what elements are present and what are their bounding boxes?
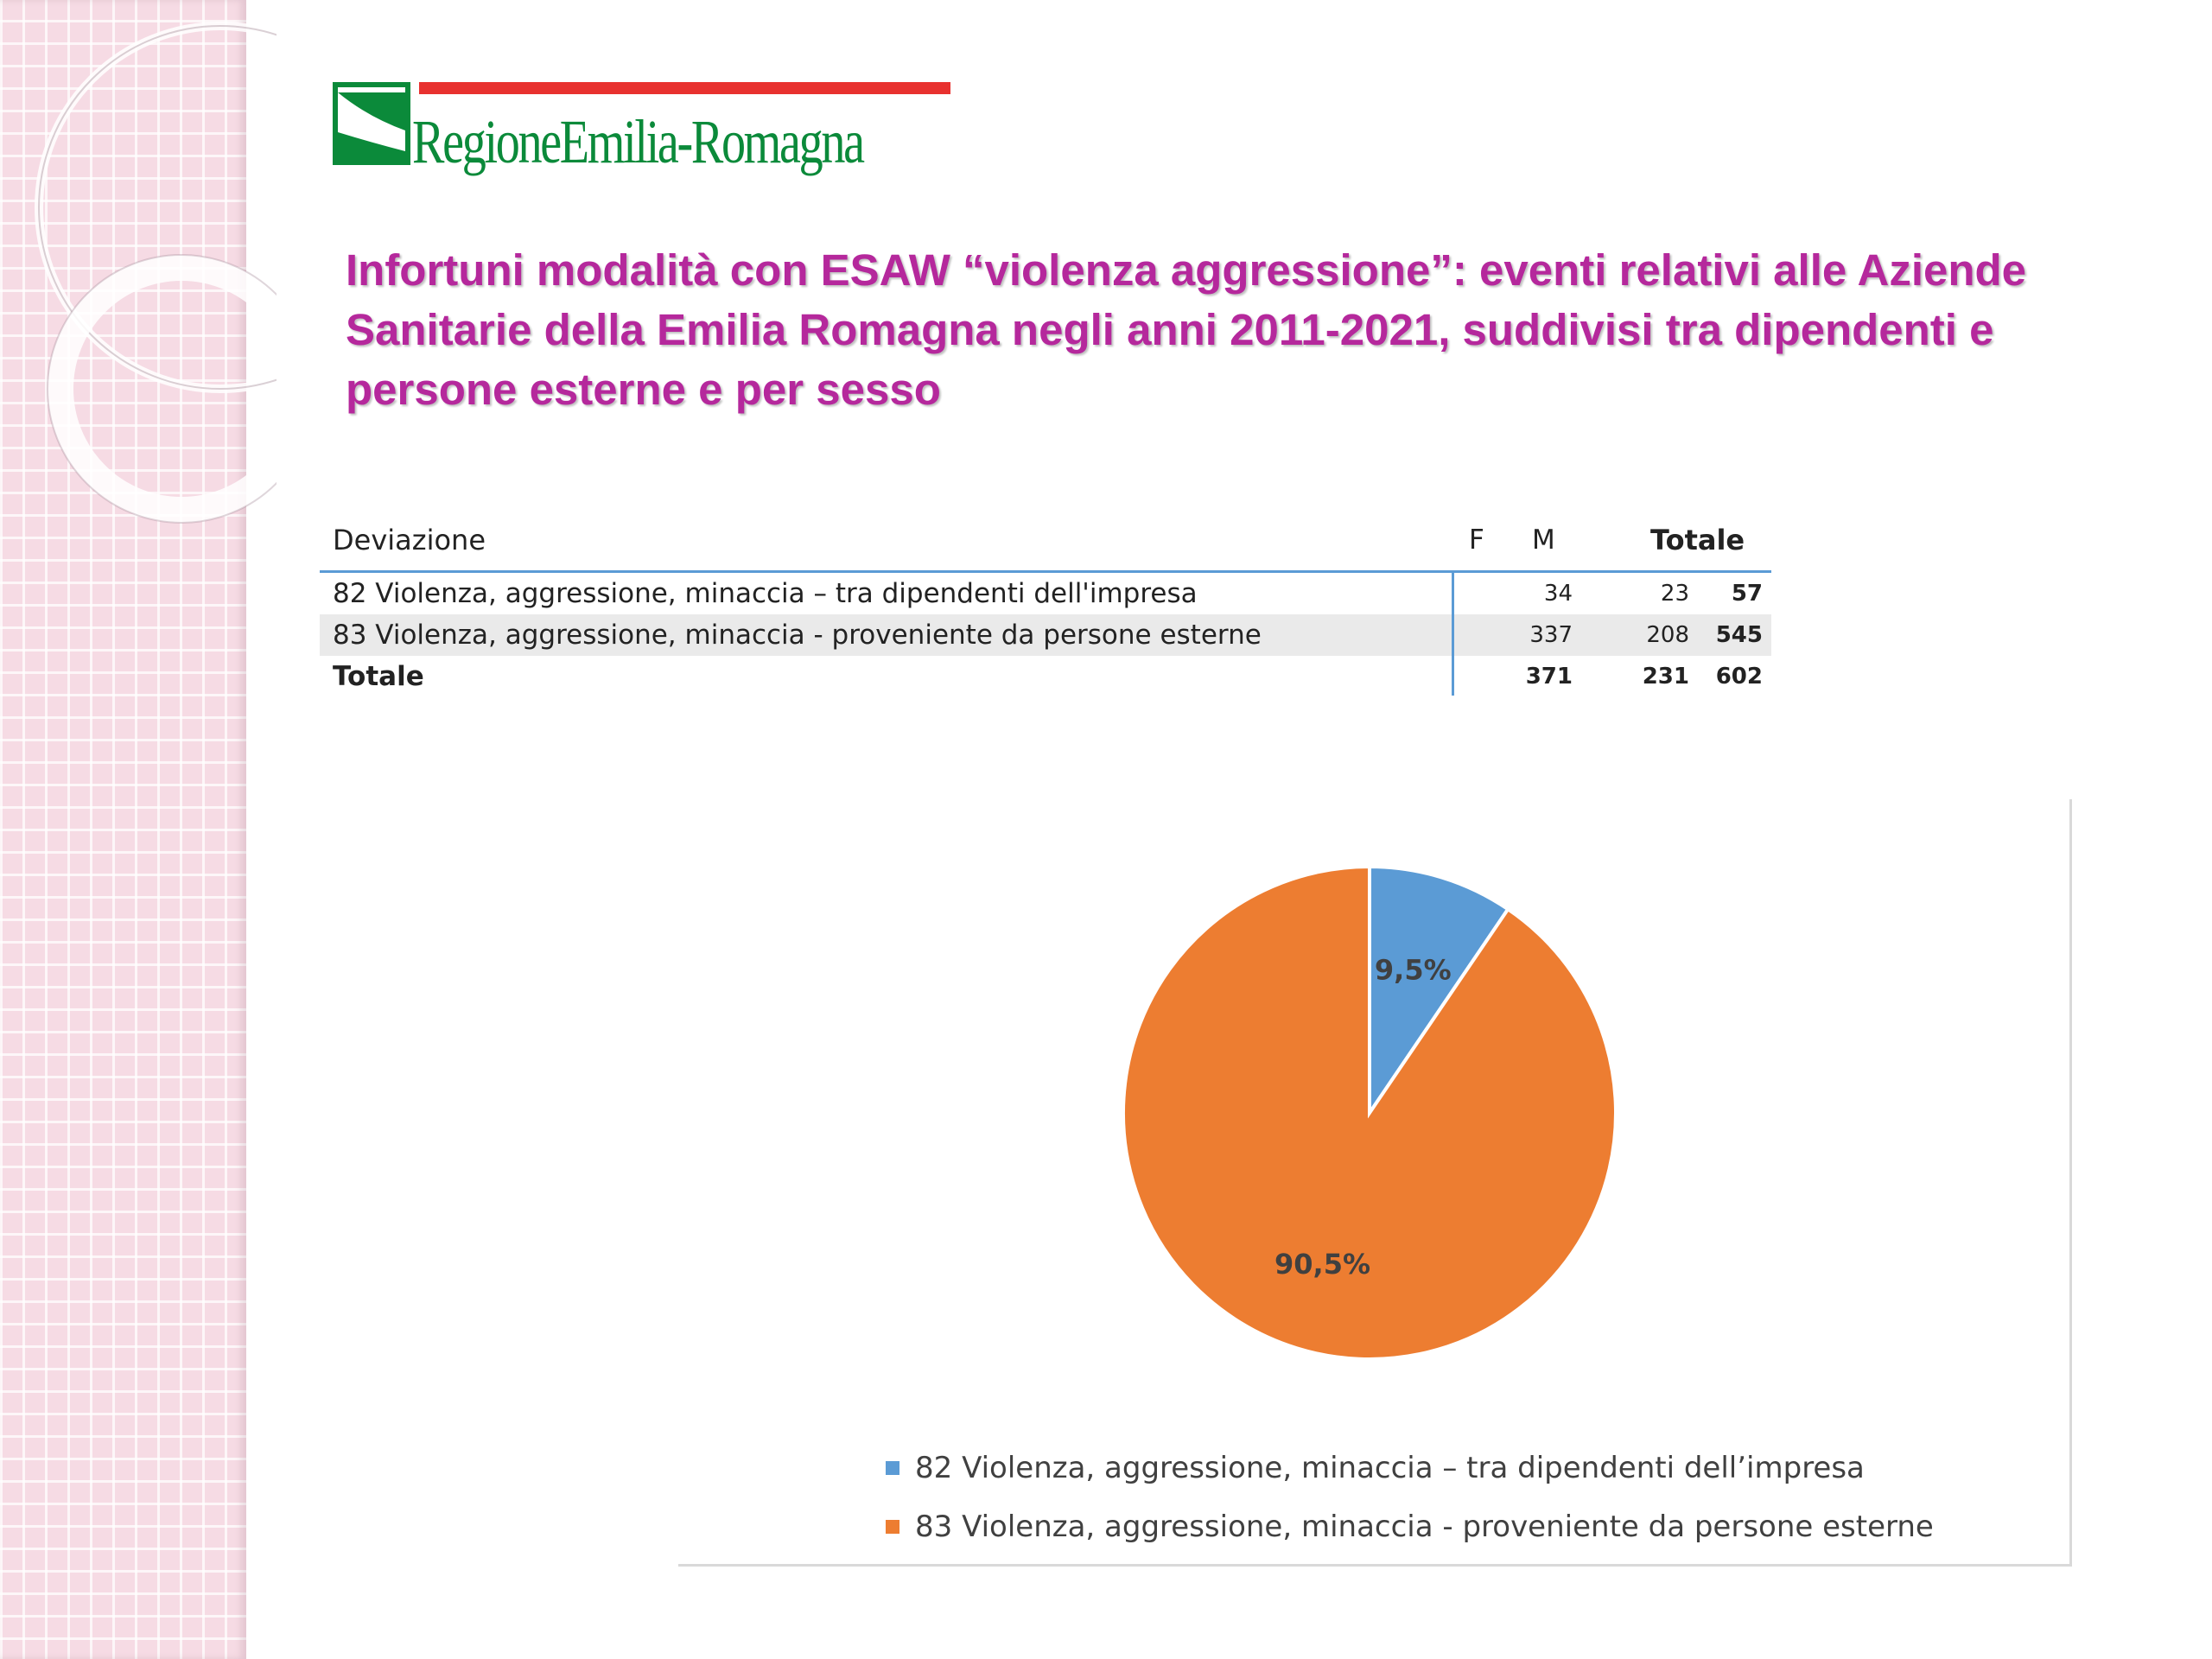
- table-total-row: [320, 656, 1771, 697]
- row-f: 337: [1529, 622, 1573, 648]
- pie-chart-panel: [678, 799, 2072, 1567]
- row-total: 57: [1731, 581, 1763, 607]
- row-desc: 83 Violenza, aggressione, minaccia - proveniente da persone esterne: [333, 620, 1262, 651]
- chart-legend: [886, 1439, 1934, 1556]
- region-logo: [333, 82, 950, 194]
- row-m: 23: [1660, 581, 1689, 607]
- pie-slice-2: [1123, 867, 1616, 1359]
- slide-title: Infortuni modalità con ESAW “violenza aggressione”: eventi relativi alle Aziende Sanitarie della Emilia Romagna negli anni 2011-2021, suddivisi tra dipendenti e persone esterne e per sesso: [346, 245, 2027, 414]
- total-total: 602: [1715, 664, 1763, 690]
- region-emblem-icon: [333, 82, 410, 165]
- pie-data-label-1: 9,5%: [1374, 953, 1452, 987]
- logo-red-bar: [419, 82, 950, 94]
- header-totale: Totale: [1650, 524, 1745, 556]
- legend-item: [886, 1439, 1934, 1497]
- legend-label-83: 83 Violenza, aggressione, minaccia - proveniente da persone esterne: [915, 1510, 1934, 1544]
- legend-item: [886, 1497, 1934, 1556]
- header-f: F: [1469, 524, 1484, 556]
- row-f: 34: [1543, 581, 1573, 607]
- total-m: 231: [1642, 664, 1689, 690]
- table-row: [320, 573, 1771, 614]
- table-column-divider: [1452, 570, 1454, 696]
- table-row: [320, 614, 1771, 656]
- total-label: Totale: [333, 661, 424, 692]
- row-desc: 82 Violenza, aggressione, minaccia – tra dipendenti dell'impresa: [333, 578, 1198, 609]
- decorative-rings: [0, 0, 276, 553]
- logo-wordmark: RegioneEmilia-Romagna: [412, 107, 863, 176]
- table-header-row: [320, 510, 1771, 573]
- row-m: 208: [1646, 622, 1689, 648]
- legend-swatch-83: [886, 1520, 899, 1534]
- legend-swatch-82: [886, 1461, 899, 1475]
- pie-data-label-2: 90,5%: [1274, 1248, 1371, 1281]
- header-m: M: [1532, 524, 1555, 556]
- total-f: 371: [1525, 664, 1573, 690]
- header-deviazione: Deviazione: [333, 524, 486, 556]
- row-total: 545: [1715, 622, 1763, 648]
- legend-label-82: 82 Violenza, aggressione, minaccia – tra dipendenti dell’impresa: [915, 1451, 1865, 1485]
- deviation-table: [320, 510, 1771, 697]
